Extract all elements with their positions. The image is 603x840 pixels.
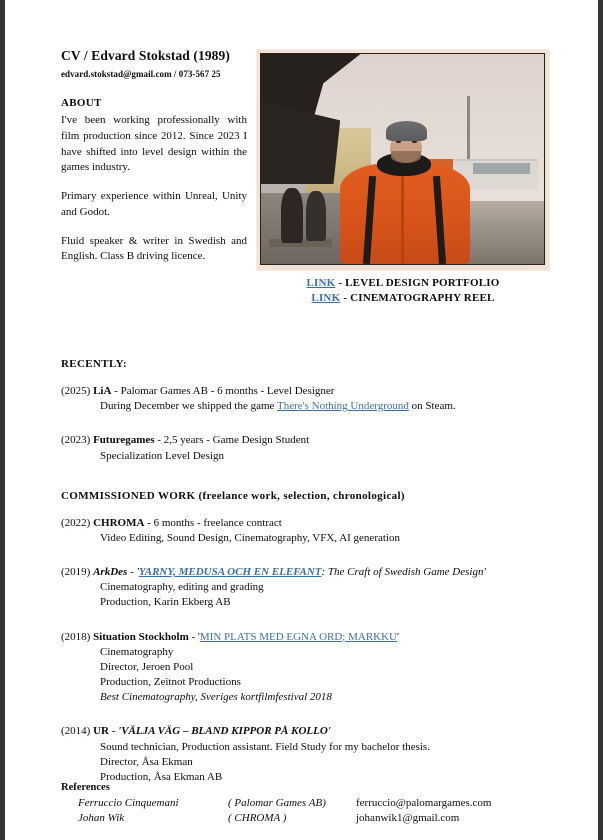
about-paragraph-1: I've been working professionally with film production since 2012. Since 2023 I have shifted into level design within the games industry. xyxy=(61,114,247,174)
theres-nothing-underground-link[interactable]: There's Nothing Underground xyxy=(276,400,409,413)
reference-email-1: ferruccio@palomargames.com xyxy=(356,797,492,809)
reference-email-2: johanwik1@gmail.com xyxy=(356,811,460,824)
portfolio-link-description-1: LEVEL DESIGN PORTFOLIO xyxy=(345,277,500,289)
level-design-portfolio-link[interactable]: LINK xyxy=(306,277,336,289)
commissioned-entry-2022-line-1: Video Editing, Sound Design, Cinematography, VFX, AI generation xyxy=(100,531,400,544)
photo-subject-jacket xyxy=(340,163,470,264)
commissioned-entry-2014-line-3: Production, Åsa Ekman AB xyxy=(100,770,223,783)
recently-entry-2023-headline xyxy=(61,433,551,448)
commissioned-entry-2014-org: UR xyxy=(93,725,109,738)
viewer-right-edge xyxy=(598,0,603,840)
recently-entry-2025 xyxy=(61,384,551,414)
recently-entry-2025-detail xyxy=(61,399,551,414)
recently-entry-2025-meta: - Palomar Games AB - 6 months - Level Designer xyxy=(111,385,335,397)
recently-heading: RECENTLY: xyxy=(61,358,127,370)
commissioned-entry-2018-title-rest: ' xyxy=(397,630,399,643)
contact-info: edvard.stokstad@gmail.com / 073-567 25 xyxy=(61,68,221,79)
portfolio-link-row-2 xyxy=(257,291,549,306)
commissioned-entry-2018-award: Best Cinematography, Sveriges kortfilmfestival 2018 xyxy=(100,691,332,704)
commissioned-entry-2018-line-3: Production, Zeitnot Productions xyxy=(100,676,241,689)
cinematography-reel-link[interactable]: LINK xyxy=(311,291,341,304)
commissioned-entry-2018-dash: - xyxy=(188,630,198,643)
portfolio-link-separator-2: - xyxy=(340,291,351,304)
portfolio-link-row-1 xyxy=(257,276,549,291)
page-title: CV / Edvard Stokstad (1989) xyxy=(61,48,230,63)
recently-section xyxy=(61,358,551,464)
commissioned-entry-2019-dash: - xyxy=(127,566,137,579)
commissioned-heading: COMMISSIONED WORK (freelance work, selection, chronological) xyxy=(61,489,405,502)
viewer-left-edge xyxy=(0,0,5,840)
about-heading: ABOUT xyxy=(61,97,102,110)
commissioned-entry-2019-line-2: Production, Karin Ekberg AB xyxy=(100,596,231,609)
commissioned-entry-2019-year: (2019) xyxy=(61,566,91,579)
commissioned-entry-2019-quote-open: ' xyxy=(136,566,139,579)
commissioned-entry-2014-year: (2014) xyxy=(61,725,91,738)
photo-pole xyxy=(467,96,470,167)
commissioned-entry-2018-quote-open: ' xyxy=(197,630,200,643)
commissioned-entry-2014-headline xyxy=(61,724,551,739)
commissioned-entry-2022 xyxy=(61,516,551,546)
commissioned-entry-2014 xyxy=(61,724,551,785)
header-section xyxy=(61,48,551,304)
photo-jacket-zipper xyxy=(401,176,405,264)
commissioned-entry-2014-dash: - xyxy=(108,725,119,738)
commissioned-entry-2022-meta: - 6 months - freelance contract xyxy=(144,516,282,529)
commissioned-entry-2018-year: (2018) xyxy=(61,630,91,643)
photo-train-window xyxy=(473,163,530,174)
portfolio-link-description-2: CINEMATOGRAPHY REEL xyxy=(350,291,495,304)
portrait-photo xyxy=(260,53,545,265)
commissioned-entry-2014-line-2: Director, Åsa Ekman xyxy=(100,755,193,768)
cv-content xyxy=(61,48,551,785)
recently-entry-2023-detail: Specialization Level Design xyxy=(100,449,225,462)
commissioned-entry-2014-title: 'VÄLJA VÄG – BLAND KIPPOR PÅ KOLLO' xyxy=(118,725,331,738)
recently-entry-2025-year: (2025) xyxy=(61,385,91,397)
commissioned-entry-2022-org: CHROMA xyxy=(93,516,145,529)
yarny-medusa-elefant-link[interactable]: YARNY, MEDUSA OCH EN ELEFANT xyxy=(138,566,322,579)
commissioned-entry-2018-line-2: Director, Jeroen Pool xyxy=(100,660,194,673)
portfolio-links xyxy=(257,276,549,306)
commissioned-entry-2014-line-1: Sound technician, Production assistant. Field Study for my bachelor thesis. xyxy=(100,740,430,753)
reference-name-1: Ferruccio Cinquemani xyxy=(78,797,179,809)
references-heading: References xyxy=(61,782,110,793)
reference-name-2: Johan Wik xyxy=(78,811,125,824)
recently-entry-2023 xyxy=(61,433,551,463)
reference-org-2: ( CHROMA ) xyxy=(228,811,287,824)
photo-person-silhouette-1 xyxy=(281,188,304,243)
about-paragraph-2: Primary experience within Unreal, Unity and Godot. xyxy=(61,190,247,218)
photo-subject-beanie xyxy=(386,121,427,141)
portfolio-link-separator-1: - xyxy=(335,277,346,289)
recently-entry-2023-org: Futuregames xyxy=(93,434,155,447)
reference-row xyxy=(61,796,551,811)
portrait-photo-frame xyxy=(257,50,549,270)
recently-entry-2025-detail-pre: During December we shipped the game xyxy=(100,400,277,413)
commissioned-entry-2019-headline xyxy=(61,565,551,580)
recently-entry-2023-year: (2023) xyxy=(61,434,91,447)
references-section xyxy=(61,782,551,826)
cv-page xyxy=(5,0,598,840)
commissioned-entry-2019-line-1: Cinematography, editing and grading xyxy=(100,581,264,594)
commissioned-entry-2018-line-1: Cinematography xyxy=(100,645,174,658)
commissioned-entry-2022-year: (2022) xyxy=(61,516,91,529)
commissioned-entry-2018-headline xyxy=(61,630,551,645)
commissioned-entry-2019-org: ArkDes xyxy=(93,566,128,579)
commissioned-entry-2022-headline xyxy=(61,516,551,531)
recently-entry-2025-org: LiA xyxy=(93,385,112,397)
min-plats-med-egna-ord-markku-link[interactable]: MIN PLATS MED EGNA ORD; MARKKU xyxy=(199,630,398,643)
reference-org-1: ( Palomar Games AB) xyxy=(228,797,326,809)
commissioned-entry-2019 xyxy=(61,565,551,611)
recently-entry-2023-meta: - 2,5 years - Game Design Student xyxy=(154,434,310,447)
commissioned-entry-2018-org: Situation Stockholm xyxy=(93,630,189,643)
photo-person-silhouette-2 xyxy=(306,191,326,241)
reference-row xyxy=(61,811,551,826)
recently-entry-2025-headline xyxy=(61,384,551,399)
commissioned-entry-2019-title-rest: : The Craft of Swedish Game Design' xyxy=(321,566,486,579)
about-paragraph-3: Fluid speaker & writer in Swedish and English. Class B driving licence. xyxy=(61,234,247,263)
commissioned-entry-2018 xyxy=(61,630,551,706)
header-left-column xyxy=(61,48,247,265)
commissioned-section xyxy=(61,490,551,785)
recently-entry-2025-detail-post: on Steam. xyxy=(408,400,456,413)
